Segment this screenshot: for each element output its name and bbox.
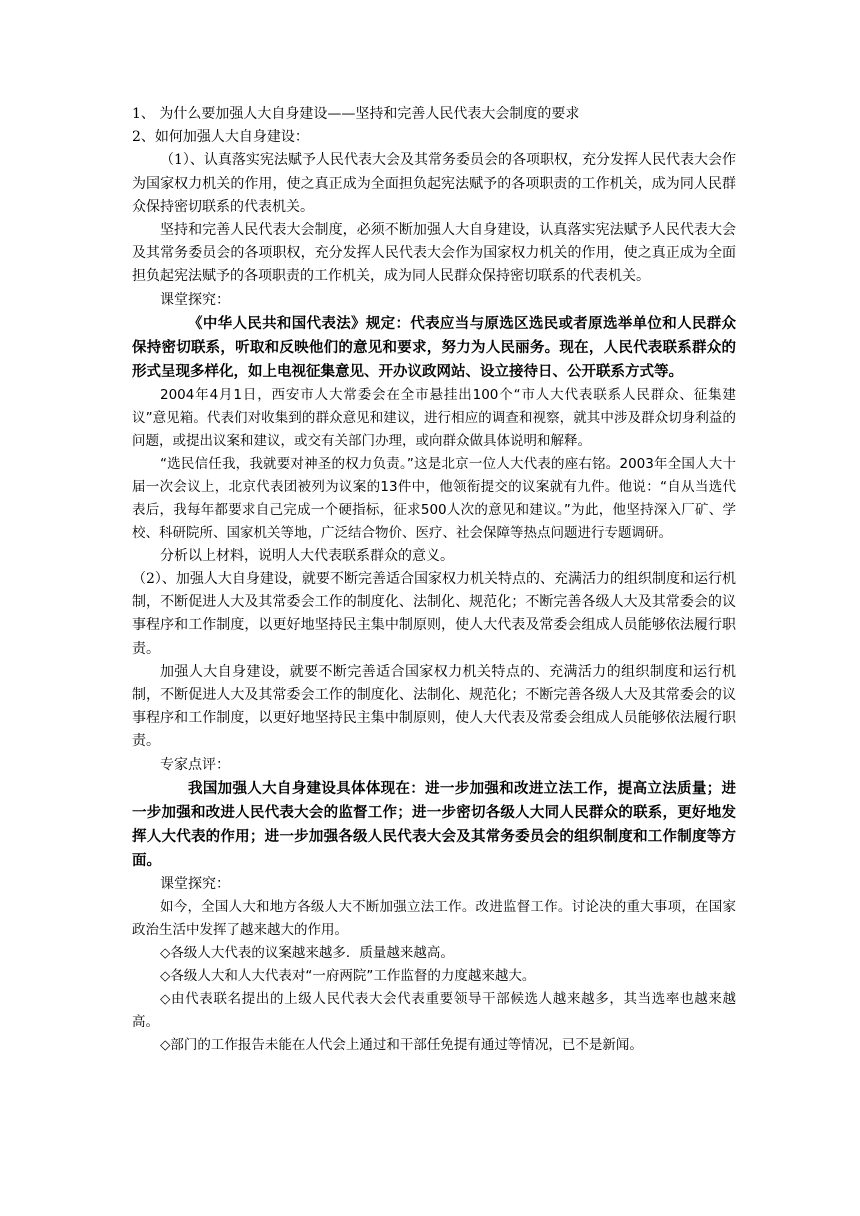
case-beijing: “选民信任我，我就要对神圣的权力负责。”这是北京一位人大代表的座右铭。2003年全国人大十届一次会议上，北京代表团被列为议案的13件中，他领衔提交的议案就有九件。他说：“自从当选代表后，我每年都要求自己完成一个硬指标，征求500人次的意见和建议。”为此，他坚持深入厂矿、学校、科研院所、国家机关等地，广泛结合物价、医疗、社会保障等热点问题进行专题调研。 bbox=[132, 455, 736, 541]
case-xian: 2004年4月1日，西安市人大常委会在全市悬挂出100个“市人大代表联系人民群众、征集建议”意见箱。代表们对收集到的群众意见和建议，进行相应的调查和视察，就其中涉及群众切身利益的问题，或提出议案和建议，或交有关部门办理，或向群众做具体说明和解释。 bbox=[132, 386, 736, 449]
heading-1: 1、 为什么要加强人大自身建设——坚持和完善人民代表大会制度的要求 bbox=[132, 106, 580, 122]
bullet-item: ◇由代表联名提出的上级人民代表大会代表重要领导干部候选人越来越多，其当选率也越来越高。 bbox=[132, 991, 736, 1031]
section-label-expert: 专家点评： bbox=[160, 756, 230, 773]
paragraph-4: 加强人大自身建设，就要不断完善适合国家权力机关特点的、充满活力的组织制度和运行机制，不断促进人大及其常委会工作的制度化、法制化、规范化；不断完善各级人大及其常委会的议事程序和工作制度，以更好地坚持民主集中制原则，使人大代表及常委会组成人员能够依法履行职责。 bbox=[132, 663, 736, 750]
paragraph-2: 坚持和完善人民代表大会制度，必须不断加强人大自身建设，认真落实宪法赋予人民代表大会及其常务委员会的各项职权，充分发挥人民代表大会作为国家权力机关的作用，使之真正成为全面担负起宪法赋予的各项职责的工作机关，成为同人民群众保持密切联系的代表机关。 bbox=[132, 222, 736, 285]
heading-2: 2、如何加强人大自身建设： bbox=[132, 129, 309, 146]
section-label-ketang-1: 课堂探究： bbox=[160, 291, 230, 308]
bullet-item: ◇各级人大代表的议案越来越多．质量越来越高。 bbox=[160, 945, 454, 962]
paragraph-3: （2）、加强人大自身建设，就要不断完善适合国家权力机关特点的、充满活力的组织制度和运行机制，不断促进人大及其常委会工作的制度化、法制化、规范化；不断完善各级人大及其常委会的议事程序和工作制度，以更好地坚持民主集中制原则，使人大代表及常委会组成人员能够依法履行职责。 bbox=[132, 571, 736, 657]
expert-comment: 我国加强人大自身建设具体体现在：进一步加强和改进立法工作，提高立法质量；进一步加强和改进人民代表大会的监督工作；进一步密切各级人大同人民群众的联系，更好地发挥人大代表的作用；进一步加强各级人民代表大会及其常务委员会的组织制度和工作制度等方面。 bbox=[132, 779, 736, 869]
bullet-item: ◇部门的工作报告未能在人代会上通过和干部任免提有通过等情况，已不是新闻。 bbox=[160, 1037, 643, 1054]
law-quote: 《中华人民共和国代表法》规定：代表应当与原选区选民或者原选举单位和人民群众保持密切联系，听取和反映他们的意见和要求，努力为人民丽务。现在，人民代表联系群众的形式呈现多样化，如上电视征集意见、开办议政网站、设立接待日、公开联系方式等。 bbox=[132, 314, 736, 380]
section-label-ketang-2: 课堂探究： bbox=[160, 875, 230, 892]
paragraph-1: （1）、认真落实宪法赋予人民代表大会及其常务委员会的各项职权，充分发挥人民代表大会作为国家权力机关的作用，使之真正成为全面担负起宪法赋予的各项职责的工作机关，成为同人民群众保持密切联系的代表机关。 bbox=[132, 152, 736, 215]
analysis-prompt: 分析以上材料，说明人大代表联系群众的意义。 bbox=[160, 547, 454, 564]
document-page bbox=[132, 103, 736, 1057]
bullet-item: ◇各级人大和人大代表对“一府两院”工作监督的力度越来越大。 bbox=[160, 968, 536, 985]
now-paragraph: 如今，全国人大和地方各级人大不断加强立法工作。改进监督工作。讨论决的重大事项，在国家政治生活中发挥了越来越大的作用。 bbox=[132, 899, 736, 939]
